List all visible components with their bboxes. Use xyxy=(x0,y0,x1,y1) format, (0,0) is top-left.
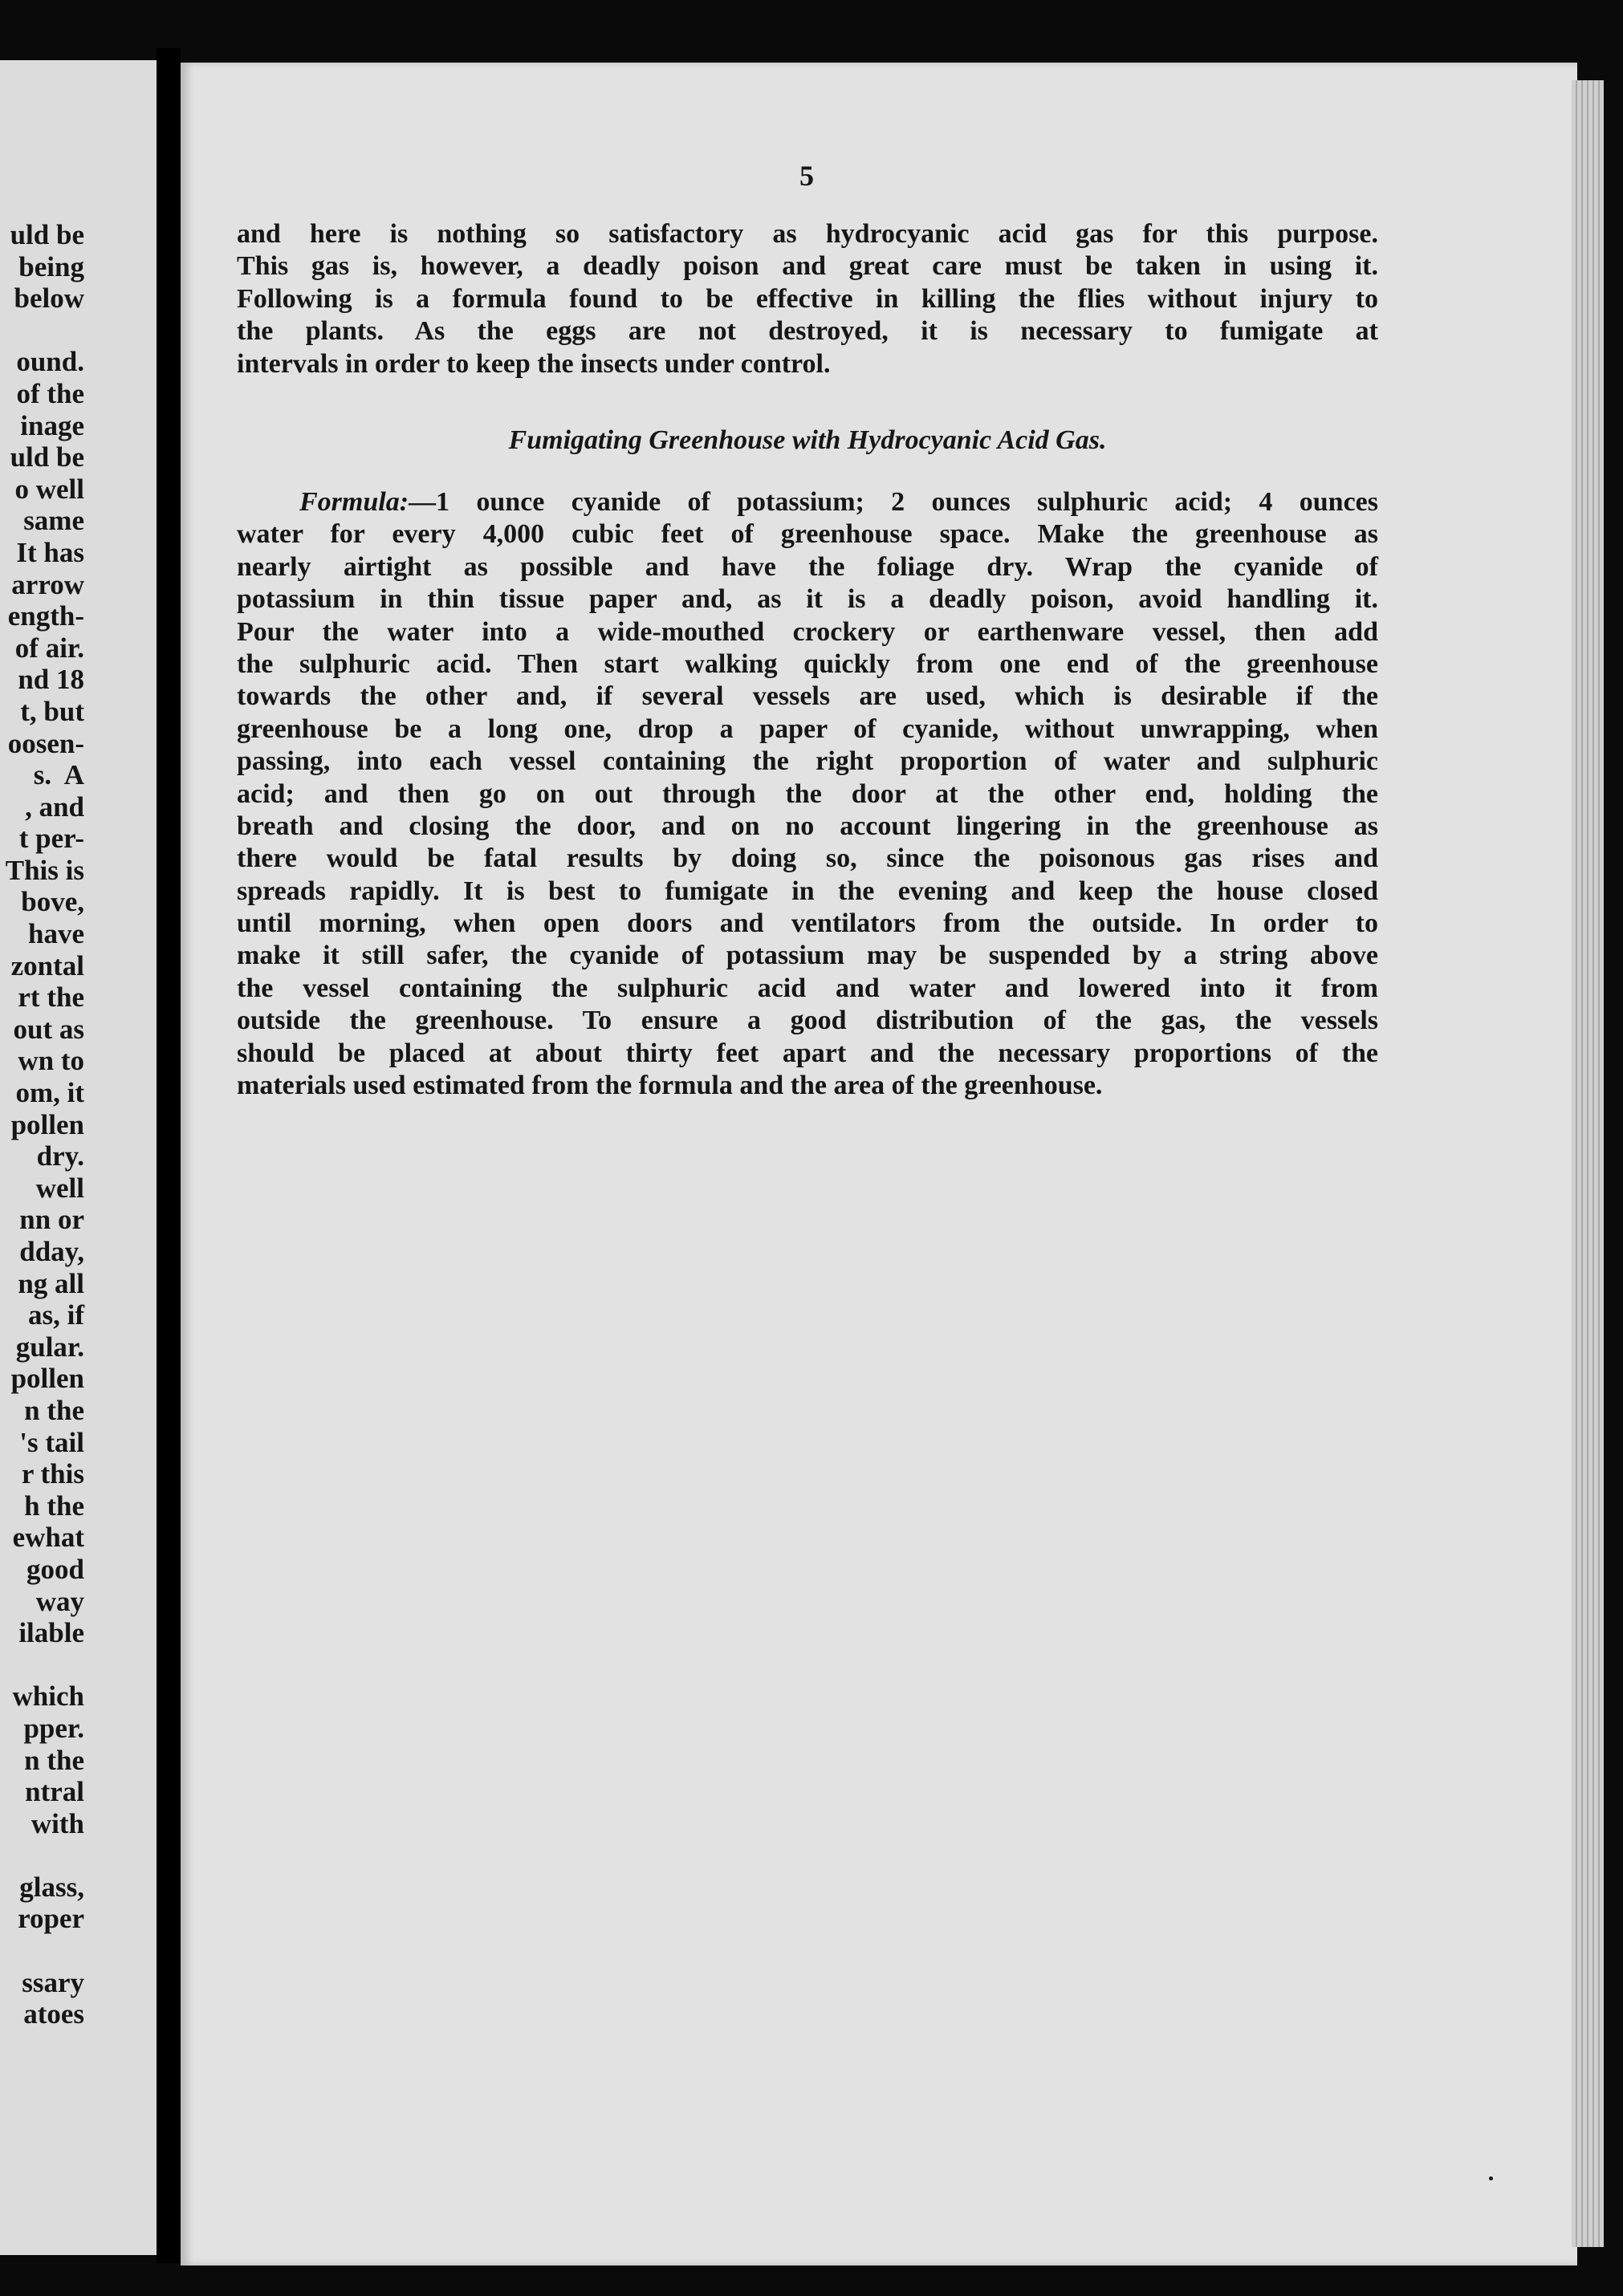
left-page-fragment: dday, xyxy=(19,1236,84,1267)
left-page-fragment xyxy=(6,1935,84,1967)
left-page-fragment: which xyxy=(12,1680,84,1713)
left-page-fragment: ssary xyxy=(22,1966,84,1998)
left-page-fragment: atoes xyxy=(23,1998,84,2030)
left-page-fragment: t per- xyxy=(18,823,84,855)
left-page-fragment: with xyxy=(31,1807,84,1839)
text-line: the sulphuric acid. Then start walking quickly from one end of the greenhouse xyxy=(237,648,1378,679)
left-page-fragment: o well xyxy=(14,473,84,505)
left-page-fragment: glass, xyxy=(19,1871,84,1903)
left-page-fragment: ilable xyxy=(18,1617,84,1649)
text-line: intervals in order to keep the insects under control. xyxy=(237,348,831,379)
left-page-fragment: s. A xyxy=(33,759,84,791)
text-line: acid; and then go on out through the door at the other end, holding the xyxy=(237,778,1378,809)
formula-first-line-text: —1 ounce cyanide of potassium; 2 ounces sulphuric acid; 4 ounces xyxy=(409,487,1378,517)
left-page-fragment: good xyxy=(26,1553,84,1585)
text-line: nearly airtight as possible and have the foliage dry. Wrap the cyanide of xyxy=(237,551,1378,582)
page-edges xyxy=(1572,80,1604,2247)
left-page-fragment: uld be xyxy=(10,441,84,473)
left-page-fragment: oosen- xyxy=(7,727,84,759)
left-page-fragment: pollen xyxy=(10,1363,84,1395)
left-page-fragment: ength- xyxy=(7,600,84,632)
left-page-fragment: t, but xyxy=(20,695,84,727)
left-page-fragment: n the xyxy=(24,1394,84,1426)
text-line: potassium in thin tissue paper and, as it is a deadly poison, avoid handling it. xyxy=(237,584,1378,615)
left-page-fragment: It has xyxy=(16,536,84,568)
dust-speck xyxy=(1489,2176,1493,2180)
left-page-fragment: roper xyxy=(18,1903,84,1935)
left-page-fragment: 's tail xyxy=(19,1426,84,1458)
formula-paragraph xyxy=(237,486,1378,1102)
text-line: the plants. As the eggs are not destroyed, it is necessary to fumigate at xyxy=(237,316,1378,347)
text-line: Pour the water into a wide-mouthed crockery or earthenware vessel, then add xyxy=(237,616,1378,647)
left-page-fragment: below xyxy=(14,282,84,315)
left-page-fragment xyxy=(6,1839,84,1871)
formula-label: Formula: xyxy=(299,487,409,517)
text-line: spreads rapidly. It is best to fumigate in the evening and keep the house closed xyxy=(237,876,1378,906)
left-page-fragment: h the xyxy=(24,1489,84,1522)
text-line: until morning, when open doors and ventilators from the outside. In order to xyxy=(237,908,1378,939)
text-line: the vessel containing the sulphuric acid and water and lowered into it from xyxy=(237,973,1378,1003)
left-page-fragment: inage xyxy=(20,409,84,441)
left-page-fragment: have xyxy=(28,918,84,950)
text-line: towards the other and, if several vessels are used, which is desirable if the xyxy=(237,681,1378,712)
left-page-fragment: of the xyxy=(16,377,84,409)
left-page-fragment: nd 18 xyxy=(18,664,84,696)
left-page-fragment xyxy=(6,315,84,347)
left-page-fragment: ng all xyxy=(18,1267,84,1299)
text-line: and here is nothing so satisfactory as hydrocyanic acid gas for this purpose. xyxy=(237,219,1378,249)
left-page-fragment: well xyxy=(35,1172,84,1204)
text-line: materials used estimated from the formula and the area of the greenhouse. xyxy=(237,1071,1103,1101)
left-page-fragment: rt the xyxy=(18,981,84,1014)
left-page-fragment: arrow xyxy=(11,568,84,600)
text-line: water for every 4,000 cubic feet of greenhouse space. Make the greenhouse as xyxy=(237,519,1378,550)
left-page-text xyxy=(6,219,84,2030)
text-line: outside the greenhouse. To ensure a good distribution of the gas, the vessels xyxy=(237,1006,1378,1036)
left-page-fragment: nn or xyxy=(19,1204,84,1236)
left-facing-page xyxy=(0,60,157,2255)
book-gutter xyxy=(157,48,181,2263)
left-page-fragment: n the xyxy=(24,1744,84,1776)
text-line: passing, into each vessel containing the right proportion of water and sulphuric xyxy=(237,746,1378,777)
left-page-fragment: of air. xyxy=(14,632,84,664)
left-page-fragment: zontal xyxy=(10,949,84,981)
left-page-fragment: pper. xyxy=(23,1712,84,1744)
text-line: there would be fatal results by doing so, since the poisonous gas rises and xyxy=(237,843,1378,874)
left-page-fragment: same xyxy=(23,505,84,537)
left-page-fragment: pollen xyxy=(10,1108,84,1140)
text-line: should be placed at about thirty feet apart and the necessary proportions of the xyxy=(237,1038,1378,1068)
left-page-fragment: ntral xyxy=(25,1776,84,1808)
text-line: breath and closing the door, and on no account lingering in the greenhouse as xyxy=(237,811,1378,841)
left-page-fragment: out as xyxy=(13,1013,84,1045)
text-line: make it still safer, the cyanide of potassium may be suspended by a string above xyxy=(237,941,1378,971)
formula-first-line xyxy=(237,486,1378,518)
left-page-fragment: gular. xyxy=(15,1331,84,1363)
left-page-fragment: om, it xyxy=(15,1077,84,1109)
right-page xyxy=(181,63,1577,2266)
page-number: 5 xyxy=(799,160,814,192)
left-page-fragment xyxy=(6,1649,84,1681)
intro-paragraph xyxy=(237,218,1378,380)
left-page-fragment: , and xyxy=(25,790,84,823)
left-page-fragment: ewhat xyxy=(12,1522,84,1554)
left-page-fragment: as, if xyxy=(28,1299,84,1331)
text-line: Following is a formula found to be effective in killing the flies without injury to xyxy=(237,283,1378,314)
left-page-fragment: uld be xyxy=(10,219,84,250)
left-page-fragment: being xyxy=(18,250,84,282)
text-line: This gas is, however, a deadly poison and great care must be taken in using it. xyxy=(237,251,1378,282)
text-line: greenhouse be a long one, drop a paper of cyanide, without unwrapping, when xyxy=(237,713,1378,744)
left-page-fragment: way xyxy=(35,1585,84,1617)
left-page-fragment: wn to xyxy=(18,1045,84,1077)
left-page-fragment: This is xyxy=(5,854,84,886)
left-page-fragment: bove, xyxy=(21,886,84,918)
left-page-fragment: r this xyxy=(21,1458,84,1490)
left-page-fragment: ound. xyxy=(16,346,84,378)
left-page-fragment: dry. xyxy=(36,1140,84,1172)
section-heading: Fumigating Greenhouse with Hydrocyanic Acid Gas. xyxy=(508,425,1107,455)
